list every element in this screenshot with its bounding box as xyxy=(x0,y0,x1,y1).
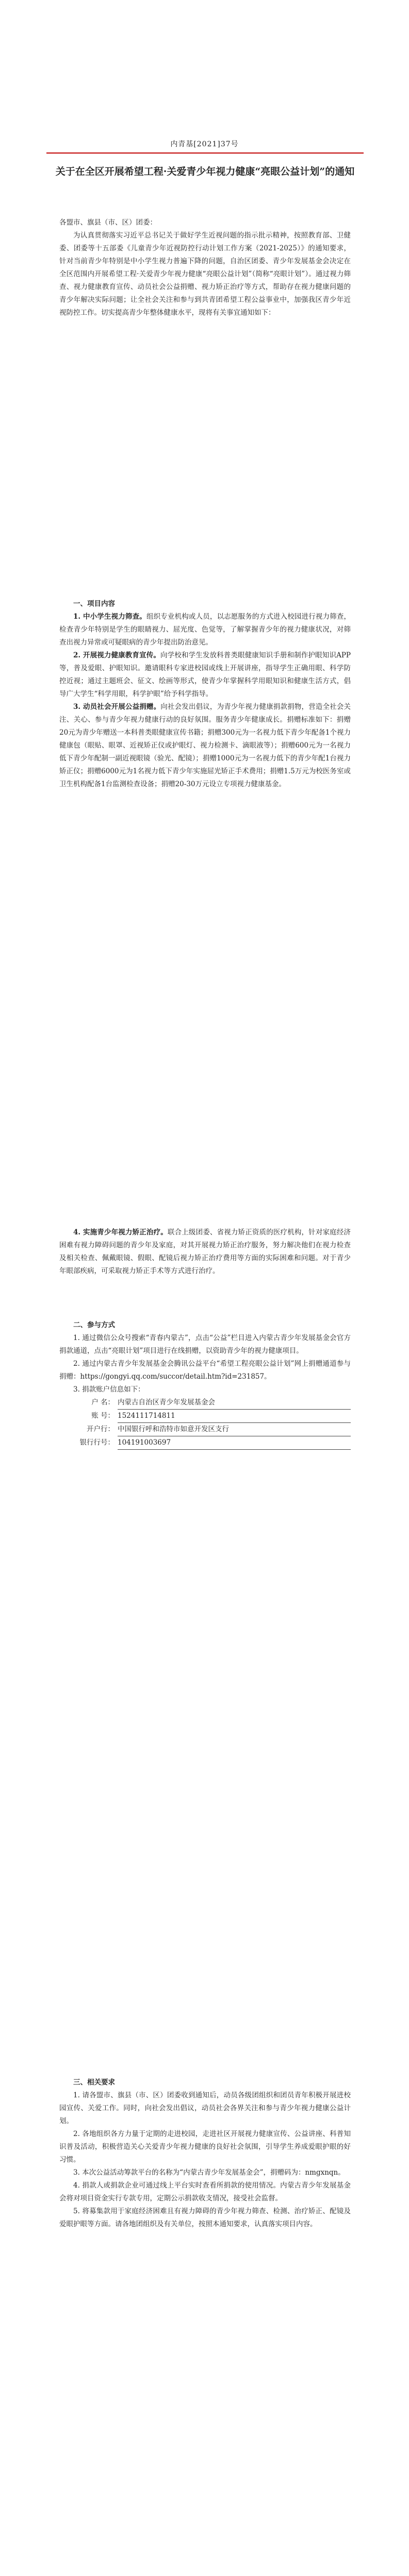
requirement-item: 2. 各地组织各方力量于定期的走进校园，走进社区开展视力健康宣传、公益讲座、科普知识普及活动，积极营造关心关爱青少年视力健康的良好社会氛围，引导学生养成爱眼护眼的好习惯。 xyxy=(59,2130,351,2164)
project-item-label: 4. 实施青少年视力矫正治疗。 xyxy=(73,1228,168,1236)
project-item xyxy=(59,611,351,649)
project-item-label: 1. 中小学生视力筛查。 xyxy=(73,613,146,621)
project-item xyxy=(59,701,351,791)
project-item xyxy=(59,1226,351,1278)
project-item-text: 向学校和学生发放科普类眼健康知识手册和制作护眼知识APP等，普及爱眼、护眼知识。邀请眼科专家进校园或线上开展讲座，指导学生正确用眼、科学防控近视；通过主题班会、征文、绘画等形式，使青少年掌握科学用眼知识和健康生活方式，倡导广大学生“科学用眼，科学护眼”给予科学指导。 xyxy=(59,651,351,698)
account-name-value: 内蒙古自治区青少年发展基金会 xyxy=(118,1396,351,1410)
section-participation xyxy=(59,1319,351,1450)
section-heading: 一、项目内容 xyxy=(73,600,115,608)
account-bank-label: 开户行： xyxy=(87,1425,114,1433)
participation-item: 1. 通过微信公众号搜索“青春内蒙古”，点击“公益”栏目进入内蒙古青少年发展基金会官方捐款通道，点击“亮眼计划”项目进行在线捐赠，以资助青少年的视力健康项目。 xyxy=(59,1334,351,1355)
participation-item: 3. 捐款账户信息如下： xyxy=(73,1385,145,1394)
project-item-text: 向社会发出倡议，为青少年视力健康捐款捐物，营造全社会关注、关心、参与青少年视力健康行动的良好氛围。服务青少年健康成长。捐赠标准如下：捐赠20元为青少年赠送一本科普类眼健康宣传书籍；捐赠300元为一名视力低下青少年配备1个视力健康包（眼贴、眼罩、近视矫正仪或护眼灯、视力检测卡、滴眼液等）；捐赠600元为一名视力低下青少年配制一副近视眼镜（验光、配镜）；捐赠1000元为一名视力低下的青少年配1台视力矫正仪；捐赠6000元为1名视力低下青少年实施屈光矫正手术费用；捐赠1.5万元为校医务室或卫生机构配备1台监测检查设备；捐赠20-30万元设立专项视力健康基金。 xyxy=(59,703,351,788)
account-code-value: 104191003697 xyxy=(118,1436,351,1450)
project-item-label: 2. 开展视力健康教育宣传。 xyxy=(73,651,161,659)
account-number-label: 账 号： xyxy=(91,1412,114,1420)
red-divider-line xyxy=(46,152,364,154)
account-number-value: 1524111714811 xyxy=(118,1410,351,1423)
section-project-content xyxy=(59,598,351,791)
account-bank-row xyxy=(73,1423,351,1436)
document-title: 关于在全区开展希望工程·关爱青少年视力健康“亮眼公益计划”的通知 xyxy=(55,166,355,177)
document-number: 内青基[2021]37号 xyxy=(170,140,239,148)
account-bank-value: 中国银行呼和浩特市如意开发区支行 xyxy=(118,1423,351,1436)
account-code-label: 银行行号： xyxy=(79,1438,114,1447)
account-number-row xyxy=(73,1410,351,1423)
requirement-item: 5. 将募集款用于家庭经济困难且有视力障碍的青少年视力筛查、检测、治疗矫正、配镜及爱眼护眼等方面。请各地团组织及有关单位，按照本通知要求，认真落实项目内容。 xyxy=(59,2207,351,2228)
requirement-item: 4. 捐款人或捐款企业可通过线上平台实时查看所捐款的使用情况。内蒙古青少年发展基金会将对项目资金实行专款专用，定期公示捐款收支情况，接受社会监督。 xyxy=(59,2181,351,2202)
project-item xyxy=(59,649,351,701)
intro-paragraph: 为认真贯彻落实习近平总书记关于做好学生近视问题的指示批示精神，按照教育部、卫健委、团委等十五部委《儿童青少年近视防控行动计划工作方案（2021-2025）》的通知要求，针对当前青少年特别是中小学生视力普遍下降的问题，自治区团委、青少年发展基金会决定在全区范围内开展希望工程·关爱青少年视力健康“亮眼公益计划”（简称“亮眼计划”）。通过视力筛查、视力健康教育宣传、动员社会公益捐赠、视力矫正治疗等方式，帮助存在视力健康问题的青少年解决实际问题；让全社会关注和参与到共青团希望工程公益事业中，加强我区青少年近视防控工作。切实提高青少年整体健康水平，现将有关事宜通知如下： xyxy=(59,231,351,317)
account-name-label: 户 名： xyxy=(91,1398,114,1406)
requirement-item: 1. 请各盟市、旗县（市、区）团委收到通知后，动员各级团组织和团员青年积极开展进校园宣传、关爱工作。同时，向社会发出倡议，动员社会各界关注和参与青少年视力健康公益计划。 xyxy=(59,2091,351,2125)
project-item-text: 联合上级团委、省视力矫正资质的医疗机构，针对家庭经济困难有视力障碍问题的青少年及家庭，对其开展视力矫正治疗服务，努力解决他们在视力检查及相关检查、佩戴眼镜、假眼、配镜后视力矫正治疗费用等方面的实际困难和问题。对于青少年眼部疾病，可采取视力矫正手术等方式进行治疗。 xyxy=(59,1228,351,1275)
project-item-label: 3. 动员社会开展公益捐赠。 xyxy=(73,703,161,711)
requirement-item: 3. 本次公益活动筹款平台的名称为“内蒙古青少年发展基金会”，捐赠码为：nmgxnqn。 xyxy=(73,2168,345,2177)
section-heading: 二、参与方式 xyxy=(73,1321,115,1329)
account-name-row xyxy=(73,1396,351,1410)
project-item-text: 组织专业机构或人员，以志愿服务的方式进入校园进行视力筛查，检查青少年特别是学生的眼睛视力、屈光度、色觉等，了解掌握青少年的视力健康状况，对筛查出视力异常或可疑眼病的青少年提出防治意见。 xyxy=(59,613,351,647)
account-code-row xyxy=(73,1436,351,1450)
participation-item: 2. 通过内蒙古青少年发展基金会腾讯公益平台“希望工程亮眼公益计划”网上捐赠通道参与捐赠：https://gongyi.qq.com/succor/detail.htm?id=231857。 xyxy=(59,1360,351,1381)
salutation: 各盟市、旗县（市、区）团委： xyxy=(59,218,157,227)
section-requirements xyxy=(59,2076,351,2231)
section-heading: 三、相关要求 xyxy=(73,2078,115,2087)
section-project-content-cont xyxy=(59,1226,351,1278)
intro-block xyxy=(59,216,351,319)
